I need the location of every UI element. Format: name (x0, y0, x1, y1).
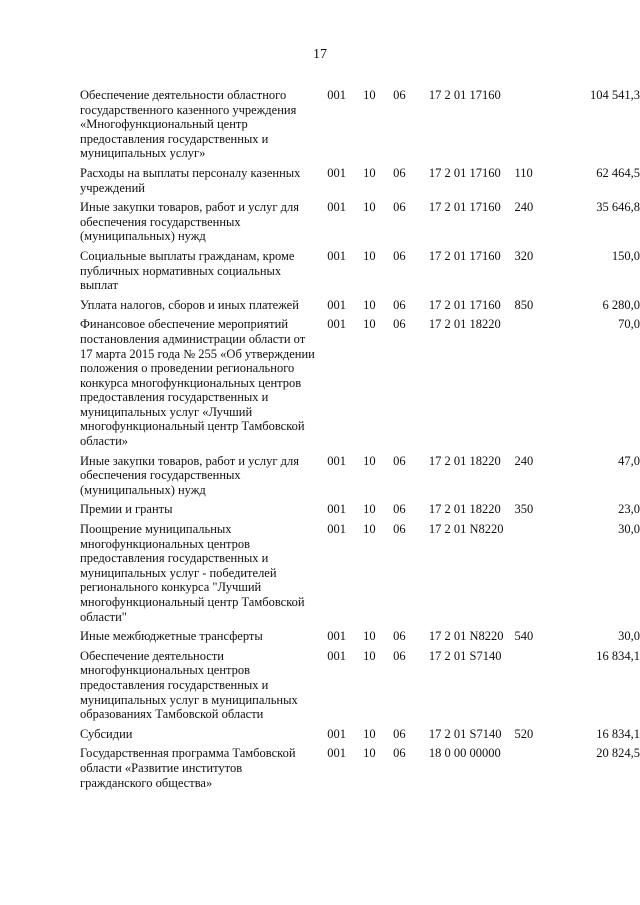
row-amount: 104 541,3 (590, 88, 640, 102)
row-name: Социальные выплаты гражданам, кроме публичных нормативных социальных выплат (80, 248, 295, 293)
row-section-code: 10 (363, 248, 376, 263)
row-amount: 35 646,8 (596, 200, 640, 215)
row-section-code: 10 (363, 297, 376, 312)
row-amount: 47,0 (618, 453, 640, 468)
row-expense-type-code (515, 88, 555, 166)
row-target-article-code: 17 2 01 17160 (428, 165, 501, 180)
row-subsection-code: 06 (393, 726, 406, 741)
row-subsection-code: 06 (393, 200, 406, 215)
row-amount: 16 834,1 (596, 726, 640, 741)
row-section-code: 10 (363, 648, 376, 663)
table-row (80, 166, 640, 200)
row-ved-code: 001 (327, 746, 346, 761)
row-amount: 20 824,5 (596, 746, 640, 761)
row-target-article-code: 17 2 01 17160 (428, 297, 501, 312)
row-ved-code: 001 (327, 648, 346, 663)
row-expense-type-code: 240 (514, 453, 534, 468)
row-target-article-code: 17 2 01 S7140 (428, 726, 502, 741)
row-amount: 70,0 (618, 317, 640, 332)
row-ved-code: 001 (327, 726, 346, 741)
row-ved-code: 001 (327, 248, 346, 263)
row-target-article-code: 17 2 01 17160 (428, 200, 501, 215)
page-number: 17 (313, 47, 327, 62)
row-ved-code: 001 (327, 200, 346, 215)
row-subsection-code: 06 (393, 248, 406, 263)
row-expense-type-code (515, 317, 555, 453)
row-section-code: 10 (363, 88, 376, 102)
row-ved-code: 001 (327, 629, 346, 644)
row-section-code: 10 (363, 200, 376, 215)
row-expense-type-code: 520 (514, 726, 534, 741)
row-subsection-code: 06 (393, 165, 406, 180)
table-row (80, 249, 640, 298)
row-amount: 6 280,0 (602, 297, 640, 312)
row-name: Расходы на выплаты персоналу казенных учреждений (80, 165, 301, 195)
row-subsection-code: 06 (393, 297, 406, 312)
row-name: Государственная программа Тамбовской области «Развитие институтов гражданского общества» (80, 746, 296, 790)
row-expense-type-code: 320 (514, 248, 534, 263)
row-expense-type-code: 110 (514, 165, 533, 180)
row-ved-code: 001 (327, 297, 346, 312)
row-ved-code: 001 (327, 502, 346, 517)
row-subsection-code: 06 (393, 88, 406, 102)
table-row (80, 298, 640, 318)
row-section-code: 10 (363, 522, 376, 537)
row-name: Уплата налогов, сборов и иных платежей (80, 297, 299, 312)
row-amount: 23,0 (618, 502, 640, 517)
row-amount: 30,0 (618, 522, 640, 537)
row-name: Обеспечение деятельности многофункциональных центров предоставления государственных и муниципальных услуг в муниципальных образованиях Тамбовской области (80, 648, 298, 722)
table-row (80, 746, 640, 795)
row-name: Иные закупки товаров, работ и услуг для обеспечения государственных (муниципальных) нужд (80, 453, 300, 497)
row-subsection-code: 06 (393, 317, 406, 332)
row-subsection-code: 06 (393, 453, 406, 468)
row-section-code: 10 (363, 502, 376, 517)
row-name: Премии и гранты (80, 502, 173, 517)
row-section-code: 10 (363, 629, 376, 644)
row-expense-type-code (515, 522, 555, 629)
table-row (80, 522, 640, 629)
row-amount: 62 464,5 (596, 165, 640, 180)
table-row (80, 629, 640, 649)
row-ved-code: 001 (327, 317, 346, 332)
row-expense-type-code: 240 (514, 200, 534, 215)
table-row (80, 454, 640, 503)
row-target-article-code: 17 2 01 18220 (428, 453, 501, 468)
row-section-code: 10 (363, 746, 376, 761)
row-ved-code: 001 (327, 88, 346, 102)
row-name: Поощрение муниципальных многофункциональных центров предоставления государственных и муниципальных услуг - победителей регионального конкурса "Лучший многофункциональный центр Тамбовской области" (80, 522, 305, 624)
row-amount: 16 834,1 (596, 648, 640, 663)
row-target-article-code: 17 2 01 18220 (428, 317, 501, 332)
row-section-code: 10 (363, 726, 376, 741)
row-name: Иные закупки товаров, работ и услуг для обеспечения государственных (муниципальных) нужд (80, 200, 300, 244)
row-expense-type-code: 350 (514, 502, 534, 517)
row-ved-code: 001 (327, 453, 346, 468)
row-target-article-code: 17 2 01 S7140 (428, 648, 502, 663)
row-section-code: 10 (363, 453, 376, 468)
row-subsection-code: 06 (393, 522, 406, 537)
row-target-article-code: 17 2 01 17160 (428, 88, 501, 102)
row-expense-type-code (515, 746, 555, 795)
row-target-article-code: 18 0 00 00000 (428, 746, 501, 761)
row-expense-type-code: 850 (514, 297, 534, 312)
row-ved-code: 001 (327, 165, 346, 180)
row-subsection-code: 06 (393, 629, 406, 644)
row-target-article-code: 17 2 01 17160 (428, 248, 501, 263)
row-target-article-code: 17 2 01 18220 (428, 502, 501, 517)
row-name: Обеспечение деятельности областного государственного казенного учреждения «Многофункциональный центр предоставления государственных и муниципальных услуг» (80, 88, 297, 161)
row-expense-type-code: 540 (514, 629, 534, 644)
table-row (80, 317, 640, 453)
row-subsection-code: 06 (393, 746, 406, 761)
row-ved-code: 001 (327, 522, 346, 537)
table-row (80, 649, 640, 727)
row-section-code: 10 (363, 165, 376, 180)
table-row (80, 200, 640, 249)
row-amount: 150,0 (611, 248, 640, 263)
row-name: Субсидии (80, 726, 133, 741)
budget-table-body (80, 88, 640, 795)
row-target-article-code: 17 2 01 N8220 (428, 522, 504, 537)
row-target-article-code: 17 2 01 N8220 (428, 629, 504, 644)
budget-table (80, 88, 640, 795)
table-row (80, 727, 640, 747)
row-amount: 30,0 (618, 629, 640, 644)
row-name: Финансовое обеспечение мероприятий постановления администрации области от 17 марта 2015 года № 255 «Об утверждении положения о проведении регионального конкурса многофункциональных центров предоставления государственных и муниципальных услуг «Лучший многофункциональный центр Тамбовской области» (80, 317, 315, 449)
row-section-code: 10 (363, 317, 376, 332)
row-subsection-code: 06 (393, 502, 406, 517)
row-subsection-code: 06 (393, 648, 406, 663)
row-expense-type-code (515, 649, 555, 727)
row-name: Иные межбюджетные трансферты (80, 629, 263, 644)
table-row (80, 502, 640, 522)
table-row (80, 88, 640, 166)
